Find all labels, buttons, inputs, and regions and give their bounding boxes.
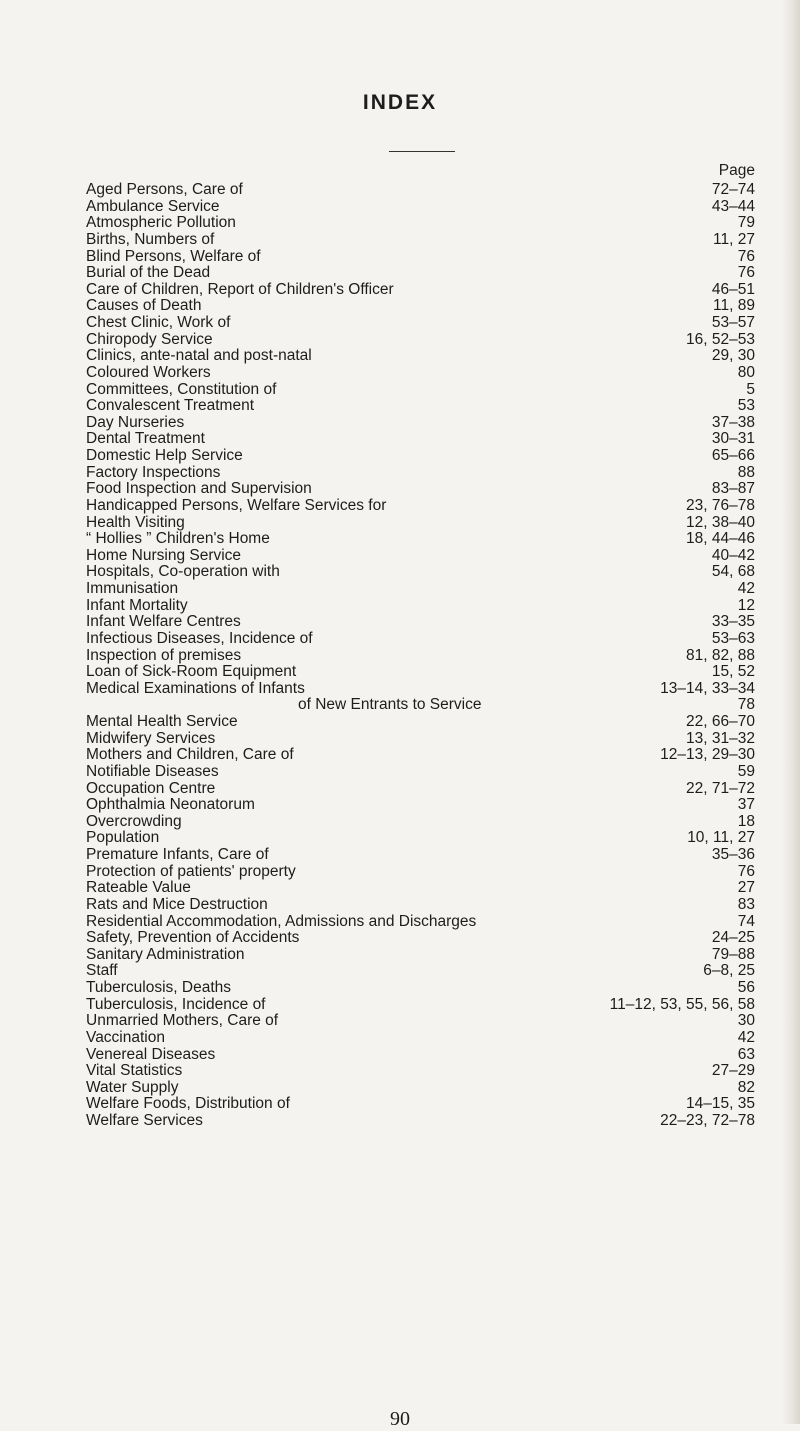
entry-label: Chest Clinic, Work of bbox=[86, 314, 231, 331]
entry-pages: 83 bbox=[737, 895, 755, 913]
entry-label: Clinics, ante-natal and post-natal bbox=[86, 347, 312, 365]
index-entry bbox=[86, 1013, 755, 1030]
entry-pages: 5 bbox=[746, 380, 755, 398]
entry-label: Protection of patients' property bbox=[86, 862, 296, 880]
index-entry bbox=[86, 581, 755, 598]
entry-label: Infant Welfare Centres bbox=[86, 613, 241, 631]
entry-pages: 11–12, 53, 55, 56, 58 bbox=[609, 995, 755, 1013]
index-entry bbox=[86, 598, 755, 615]
entry-label: Welfare Services bbox=[86, 1112, 203, 1129]
index-entry bbox=[86, 415, 755, 432]
index-entry bbox=[86, 1047, 755, 1064]
entry-label: Food Inspection and Supervision bbox=[86, 480, 312, 498]
index-entry bbox=[86, 1113, 755, 1130]
index-entry bbox=[86, 914, 755, 931]
entry-pages: 22, 71–72 bbox=[686, 779, 755, 797]
entry-label: Chiropody Service bbox=[86, 330, 213, 348]
entry-label: Tuberculosis, Deaths bbox=[86, 979, 232, 996]
entry-label: Population bbox=[86, 829, 160, 847]
index-entry bbox=[86, 648, 755, 665]
entry-label: Hospitals, Co-operation with bbox=[86, 563, 280, 581]
index-entry bbox=[86, 631, 755, 648]
entry-pages: 74 bbox=[737, 912, 755, 930]
index-entry bbox=[86, 830, 755, 847]
entry-pages: 13, 31–32 bbox=[686, 729, 755, 747]
entry-pages: 23, 76–78 bbox=[686, 496, 755, 514]
entry-label: Mental Health Service bbox=[86, 713, 238, 730]
page-column-header: Page bbox=[718, 162, 755, 179]
entry-label: Blind Persons, Welfare of bbox=[86, 247, 261, 265]
entry-pages: 12–13, 29–30 bbox=[660, 746, 755, 764]
index-entry bbox=[86, 481, 755, 498]
entry-label: Rats and Mice Destruction bbox=[86, 895, 268, 913]
entry-label: Inspection of premises bbox=[86, 646, 242, 664]
entry-pages: 37 bbox=[737, 796, 755, 814]
entry-pages: 13–14, 33–34 bbox=[660, 679, 755, 697]
entry-pages: 15, 52 bbox=[711, 663, 755, 681]
index-entry bbox=[86, 265, 755, 282]
entry-label: Water Supply bbox=[86, 1078, 179, 1096]
entry-pages: 11, 89 bbox=[713, 297, 755, 315]
entry-pages: 27 bbox=[737, 879, 755, 897]
entry-pages: 30 bbox=[737, 1012, 755, 1030]
page-number: 90 bbox=[390, 1408, 410, 1430]
entry-pages: 16, 52–53 bbox=[686, 330, 755, 348]
index-entry bbox=[86, 431, 755, 448]
index-entry bbox=[86, 664, 755, 681]
index-entry bbox=[86, 1096, 755, 1113]
entry-pages: 88 bbox=[737, 463, 755, 481]
entry-label: Ambulance Service bbox=[86, 197, 220, 215]
index-entry bbox=[86, 1080, 755, 1097]
index-entry bbox=[86, 947, 755, 964]
entry-label: Loan of Sick-Room Equipment bbox=[86, 663, 297, 681]
index-entry bbox=[86, 930, 755, 947]
index-entry bbox=[86, 182, 755, 199]
entry-pages: 40–42 bbox=[711, 546, 755, 564]
index-entry bbox=[86, 764, 755, 781]
entry-label: “ Hollies ” Children's Home bbox=[86, 530, 270, 548]
entry-pages: 12, 38–40 bbox=[686, 513, 755, 531]
entry-label: Infant Mortality bbox=[86, 596, 188, 614]
entry-label: Premature Infants, Care of bbox=[86, 846, 269, 863]
entry-label: Residential Accommodation, Admissions and Discharges bbox=[86, 912, 477, 930]
entry-label: Immunisation bbox=[86, 580, 179, 597]
entry-pages: 10, 11, 27 bbox=[687, 829, 755, 847]
entry-pages: 6–8, 25 bbox=[703, 962, 755, 980]
entry-label: Burial of the Dead bbox=[86, 264, 211, 282]
index-entry bbox=[86, 398, 755, 415]
entry-pages: 80 bbox=[737, 363, 755, 381]
index-entry bbox=[86, 199, 755, 216]
index-entry bbox=[86, 1030, 755, 1047]
index-entry bbox=[86, 781, 755, 798]
entry-pages: 79 bbox=[737, 214, 755, 232]
entry-pages: 33–35 bbox=[711, 613, 755, 631]
index-entry bbox=[86, 249, 755, 266]
entry-pages: 53–57 bbox=[711, 314, 755, 331]
entry-label: Welfare Foods, Distribution of bbox=[86, 1095, 290, 1113]
entry-pages: 43–44 bbox=[711, 197, 755, 215]
index-entry bbox=[86, 864, 755, 881]
index-entry bbox=[86, 515, 755, 532]
entry-pages: 22, 66–70 bbox=[686, 713, 755, 730]
entry-label: Ophthalmia Neonatorum bbox=[86, 796, 255, 814]
entry-pages: 54, 68 bbox=[711, 563, 755, 581]
entry-label: of New Entrants to Service bbox=[298, 696, 482, 714]
index-entry bbox=[86, 1063, 755, 1080]
entry-label: Medical Examinations of Infants bbox=[86, 679, 305, 697]
entry-pages: 53–63 bbox=[711, 629, 755, 647]
entry-pages: 11, 27 bbox=[713, 230, 755, 248]
index-entry bbox=[86, 332, 755, 349]
entry-label: Aged Persons, Care of bbox=[86, 181, 243, 198]
entry-pages: 35–36 bbox=[711, 846, 755, 863]
index-entry bbox=[86, 980, 755, 997]
entry-pages: 63 bbox=[737, 1045, 755, 1063]
entry-pages: 72–74 bbox=[711, 181, 755, 198]
entry-pages: 29, 30 bbox=[711, 347, 755, 365]
entry-label: Causes of Death bbox=[86, 297, 202, 315]
entry-label: Unmarried Mothers, Care of bbox=[86, 1012, 279, 1030]
entry-label: Atmospheric Pollution bbox=[86, 214, 236, 232]
entry-pages: 59 bbox=[737, 762, 755, 780]
entry-label: Sanitary Administration bbox=[86, 945, 245, 963]
entry-pages: 22–23, 72–78 bbox=[660, 1112, 755, 1129]
index-entry bbox=[86, 997, 755, 1014]
entry-label: Staff bbox=[86, 962, 118, 980]
entry-pages: 14–15, 35 bbox=[686, 1095, 755, 1113]
index-entry bbox=[86, 298, 755, 315]
page-title: INDEX bbox=[362, 91, 438, 114]
index-entry bbox=[86, 448, 755, 465]
entry-pages: 65–66 bbox=[711, 447, 755, 464]
index-entry bbox=[86, 814, 755, 831]
page-edge-shadow bbox=[782, 0, 800, 1424]
entry-pages: 56 bbox=[737, 979, 755, 996]
entry-pages: 79–88 bbox=[711, 945, 755, 963]
index-entry bbox=[86, 963, 755, 980]
entry-pages: 18, 44–46 bbox=[686, 530, 755, 548]
entry-pages: 27–29 bbox=[711, 1062, 755, 1080]
entry-pages: 42 bbox=[737, 1028, 755, 1046]
entry-label: Health Visiting bbox=[86, 513, 185, 531]
title-rule bbox=[389, 151, 455, 152]
index-entry bbox=[86, 232, 755, 249]
entry-pages: 37–38 bbox=[711, 413, 755, 431]
entry-label: Tuberculosis, Incidence of bbox=[86, 995, 266, 1013]
entry-pages: 83–87 bbox=[711, 480, 755, 498]
index-entry bbox=[86, 282, 755, 299]
entry-pages: 18 bbox=[737, 812, 755, 830]
index-entry bbox=[86, 797, 755, 814]
entry-pages: 30–31 bbox=[711, 430, 755, 448]
index-entry bbox=[86, 382, 755, 399]
entry-pages: 42 bbox=[737, 580, 755, 597]
index-entry bbox=[86, 614, 755, 631]
index-entry bbox=[86, 880, 755, 897]
entry-label: Midwifery Services bbox=[86, 729, 216, 747]
entry-label: Dental Treatment bbox=[86, 430, 205, 448]
entry-label: Occupation Centre bbox=[86, 779, 216, 797]
entry-pages: 82 bbox=[737, 1078, 755, 1096]
index-entry bbox=[86, 731, 755, 748]
entry-label: Factory Inspections bbox=[86, 463, 221, 481]
entry-label: Vaccination bbox=[86, 1028, 165, 1046]
index-entry bbox=[86, 498, 755, 515]
index-list bbox=[86, 182, 755, 1130]
entry-label: Overcrowding bbox=[86, 812, 182, 830]
index-entry bbox=[86, 548, 755, 565]
entry-label: Day Nurseries bbox=[86, 413, 185, 431]
entry-pages: 81, 82, 88 bbox=[686, 646, 755, 664]
entry-pages: 24–25 bbox=[711, 929, 755, 947]
index-entry bbox=[86, 564, 755, 581]
index-entry bbox=[86, 315, 755, 332]
index-entry bbox=[86, 681, 755, 698]
entry-label: Domestic Help Service bbox=[86, 447, 243, 464]
entry-label: Mothers and Children, Care of bbox=[86, 746, 294, 764]
entry-label: Notifiable Diseases bbox=[86, 762, 219, 780]
entry-pages: 12 bbox=[737, 596, 755, 614]
entry-label: Care of Children, Report of Children's Officer bbox=[86, 280, 394, 298]
index-entry bbox=[86, 714, 755, 731]
entry-label: Births, Numbers of bbox=[86, 230, 215, 248]
index-entry bbox=[86, 348, 755, 365]
entry-pages: 46–51 bbox=[711, 280, 755, 298]
entry-label: Venereal Diseases bbox=[86, 1045, 216, 1063]
index-entry bbox=[86, 697, 755, 714]
index-entry bbox=[86, 897, 755, 914]
entry-label: Handicapped Persons, Welfare Services for bbox=[86, 496, 387, 514]
entry-pages: 53 bbox=[737, 397, 755, 415]
entry-pages: 78 bbox=[737, 696, 755, 714]
index-entry bbox=[86, 531, 755, 548]
entry-label: Infectious Diseases, Incidence of bbox=[86, 629, 313, 647]
entry-pages: 76 bbox=[737, 264, 755, 282]
entry-label: Home Nursing Service bbox=[86, 546, 242, 564]
entry-pages: 76 bbox=[737, 862, 755, 880]
entry-label: Vital Statistics bbox=[86, 1062, 183, 1080]
index-entry bbox=[86, 847, 755, 864]
entry-label: Rateable Value bbox=[86, 879, 191, 897]
index-entry bbox=[86, 215, 755, 232]
entry-label: Safety, Prevention of Accidents bbox=[86, 929, 300, 947]
index-entry bbox=[86, 365, 755, 382]
entry-label: Convalescent Treatment bbox=[86, 397, 255, 415]
index-entry bbox=[86, 747, 755, 764]
entry-pages: 76 bbox=[737, 247, 755, 265]
entry-label: Committees, Constitution of bbox=[86, 380, 277, 398]
entry-label: Coloured Workers bbox=[86, 363, 211, 381]
index-entry bbox=[86, 465, 755, 482]
